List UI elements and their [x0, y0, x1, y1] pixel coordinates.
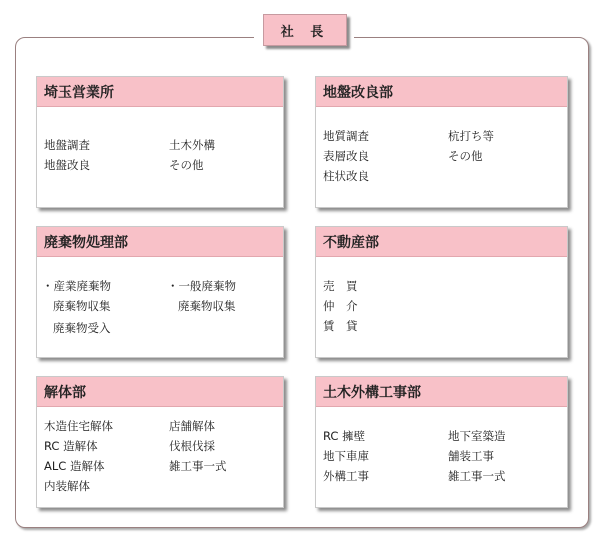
dept-item: RC 擁壁: [323, 429, 366, 443]
dept-item: 内装解体: [44, 479, 90, 493]
dept-item: 廃棄物収集: [178, 299, 236, 313]
dept-title: 土木外構工事部: [316, 377, 567, 407]
dept-item: 店舗解体: [169, 419, 215, 433]
dept-item: 雑工事一式: [169, 459, 227, 473]
dept-item: 地盤改良: [44, 158, 90, 172]
dept-item: 地下室築造: [448, 429, 506, 443]
dept-civil-exterior-works: [315, 376, 568, 508]
president-box: 社 長: [263, 14, 347, 46]
dept-saitama-office: [36, 76, 284, 208]
dept-title: 地盤改良部: [316, 77, 567, 107]
dept-item: 伐根伐採: [169, 439, 215, 453]
dept-item: 地盤調査: [44, 138, 90, 152]
dept-item: 土木外構: [169, 138, 215, 152]
dept-item: 外構工事: [323, 469, 369, 483]
dept-item: 木造住宅解体: [44, 419, 113, 433]
dept-title: 廃棄物処理部: [37, 227, 283, 257]
dept-title: 解体部: [37, 377, 283, 407]
dept-item: その他: [448, 149, 483, 163]
dept-title: 不動産部: [316, 227, 567, 257]
dept-item: 仲 介: [323, 299, 358, 313]
dept-item: ・一般廃棄物: [167, 279, 236, 293]
dept-item: 雑工事一式: [448, 469, 506, 483]
dept-ground-improvement: [315, 76, 568, 208]
dept-item: 地下車庫: [323, 449, 369, 463]
dept-item: 廃棄物受入: [53, 321, 111, 335]
dept-item: ・産業廃棄物: [42, 279, 111, 293]
dept-item: 売 買: [323, 279, 358, 293]
dept-real-estate: [315, 226, 568, 358]
dept-waste-disposal: [36, 226, 284, 358]
dept-item: 地質調査: [323, 129, 369, 143]
dept-item: 表層改良: [323, 149, 369, 163]
dept-item: ALC 造解体: [44, 459, 105, 473]
dept-item: 賃 貸: [323, 319, 358, 333]
dept-item: 舗装工事: [448, 449, 494, 463]
dept-item: 柱状改良: [323, 169, 369, 183]
dept-title: 埼玉営業所: [37, 77, 283, 107]
dept-demolition: [36, 376, 284, 508]
dept-item: その他: [169, 158, 204, 172]
dept-item: 杭打ち等: [448, 129, 494, 143]
dept-item: 廃棄物収集: [53, 299, 111, 313]
dept-item: RC 造解体: [44, 439, 98, 453]
